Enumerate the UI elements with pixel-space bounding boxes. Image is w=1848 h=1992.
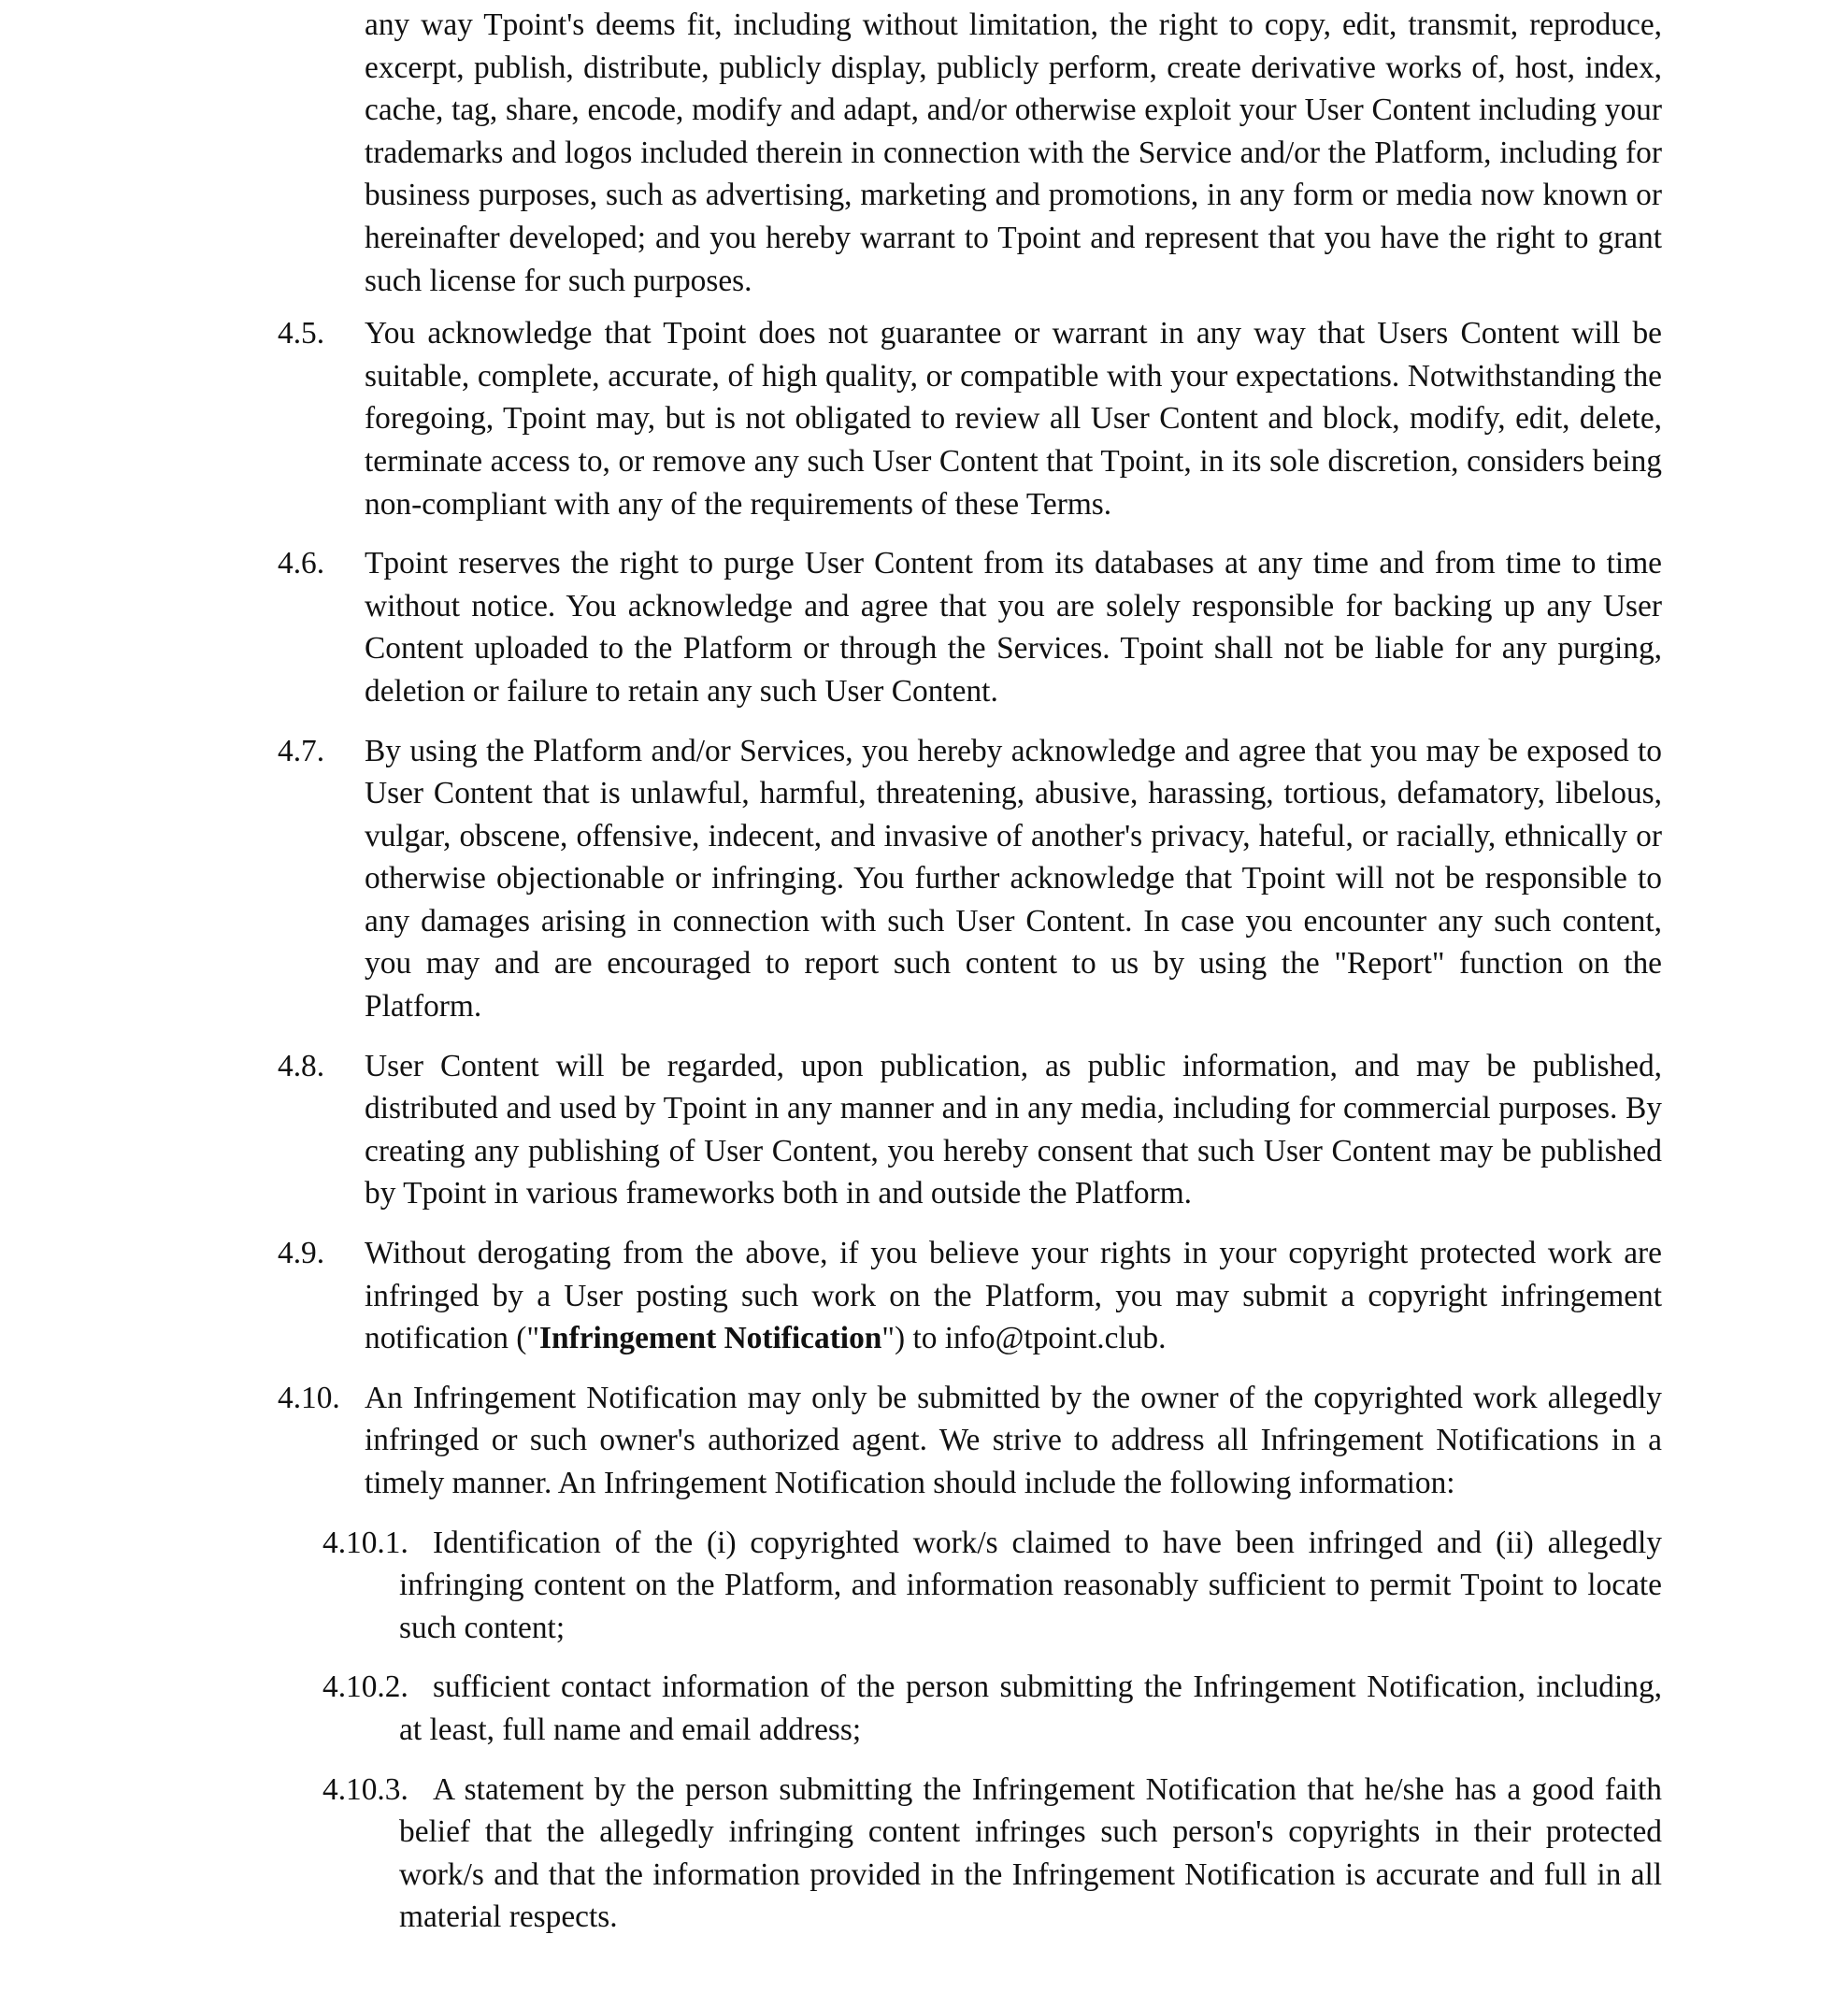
subsection-number: 4.10.1. <box>322 1525 408 1560</box>
section-text-after: ") to info@tpoint.club. <box>881 1321 1167 1356</box>
section-text <box>365 1236 1662 1355</box>
section-number: 4.5. <box>278 316 325 351</box>
subsection-4-10-1 <box>322 1522 1662 1650</box>
subsection-number: 4.10.3. <box>322 1771 408 1807</box>
section-text: Tpoint reserves the right to purge User Content from its databases at any time and from time to time without notice. You acknowledge and agree that you are solely responsible for backing up any User Content uploaded to the Platform or through the Services. Tpoint shall not be liable for any purging, deletion or failure to retain any such User Content. <box>365 546 1662 709</box>
section-4-6 <box>278 542 1662 712</box>
subsection-text: A statement by the person submitting the Infringement Notification that he/she has a good faith belief that the allegedly infringing content infringes such person's copyrights in their protected work/s and that the information provided in the Infringement Notification is accurate and full in all material respects. <box>399 1771 1662 1935</box>
section-number: 4.7. <box>278 733 325 768</box>
section-text-before: Without derogating from the above, if you believe your rights in your copyright protected work are infringed by a User posting such work on the Platform, you may submit a copyright infringement notification (" <box>365 1236 1662 1356</box>
section-number: 4.6. <box>278 546 325 581</box>
section-4-9 <box>278 1232 1662 1360</box>
section-number: 4.9. <box>278 1236 325 1271</box>
section-number: 4.8. <box>278 1048 325 1083</box>
section-text: You acknowledge that Tpoint does not guarantee or warrant in any way that Users Content will be suitable, complete, accurate, of high quality, or compatible with your expectations. Notwithstanding the foregoing, Tpoint may, but is not obligated to review all User Content and block, modify, edit, delete, terminate access to, or remove any such User Content that Tpoint, in its sole discretion, considers being non-compliant with any of the requirements of these Terms. <box>365 316 1662 522</box>
section-4-10 <box>278 1377 1662 1505</box>
defined-term-bold: Infringement Notification <box>539 1321 882 1356</box>
section-4-5 <box>278 312 1662 525</box>
terms-document <box>278 4 1662 1939</box>
subsection-number: 4.10.2. <box>322 1670 408 1705</box>
subsection-text: Identification of the (i) copyrighted work/s claimed to have been infringed and (ii) allegedly infringing content on the Platform, and information reasonably sufficient to permit Tpoint to locate such content; <box>399 1525 1662 1645</box>
section-4-7 <box>278 730 1662 1028</box>
section-4-4-continuation: any way Tpoint's deems fit, including without limitation, the right to copy, edit, transmit, reproduce, excerpt, publish, distribute, publicly display, publicly perform, create derivative works of, host, index, cache, tag, share, encode, modify and adapt, and/or otherwise exploit your User Content including your trademarks and logos included therein in connection with the Service and/or the Platform, including for business purposes, such as advertising, marketing and promotions, in any form or media now known or hereinafter developed; and you hereby warrant to Tpoint and represent that you have the right to grant such license for such purposes. <box>365 7 1662 298</box>
subsection-text: sufficient contact information of the person submitting the Infringement Notification, including, at least, full name and email address; <box>399 1670 1662 1747</box>
subsection-4-10-3 <box>322 1769 1662 1939</box>
subsection-4-10-2 <box>322 1666 1662 1751</box>
section-number: 4.10. <box>278 1380 340 1415</box>
section-4-8 <box>278 1045 1662 1215</box>
section-text: User Content will be regarded, upon publication, as public information, and may be published, distributed and used by Tpoint in any manner and in any media, including for commercial purposes. By creating any publishing of User Content, you hereby consent that such User Content may be published by Tpoint in various frameworks both in and outside the Platform. <box>365 1048 1662 1211</box>
section-text: An Infringement Notification may only be submitted by the owner of the copyrighted work allegedly infringed or such owner's authorized agent. We strive to address all Infringement Notifications in a timely manner. An Infringement Notification should include the following information: <box>365 1380 1662 1500</box>
section-text: By using the Platform and/or Services, you hereby acknowledge and agree that you may be exposed to User Content that is unlawful, harmful, threatening, abusive, harassing, tortious, defamatory, libelous, vulgar, obscene, offensive, indecent, and invasive of another's privacy, hateful, or racially, ethnically or otherwise objectionable or infringing. You further acknowledge that Tpoint will not be responsible to any damages arising in connection with such User Content. In case you encounter any such content, you may and are encouraged to report such content to us by using the "Report" function on the Platform. <box>365 733 1662 1025</box>
